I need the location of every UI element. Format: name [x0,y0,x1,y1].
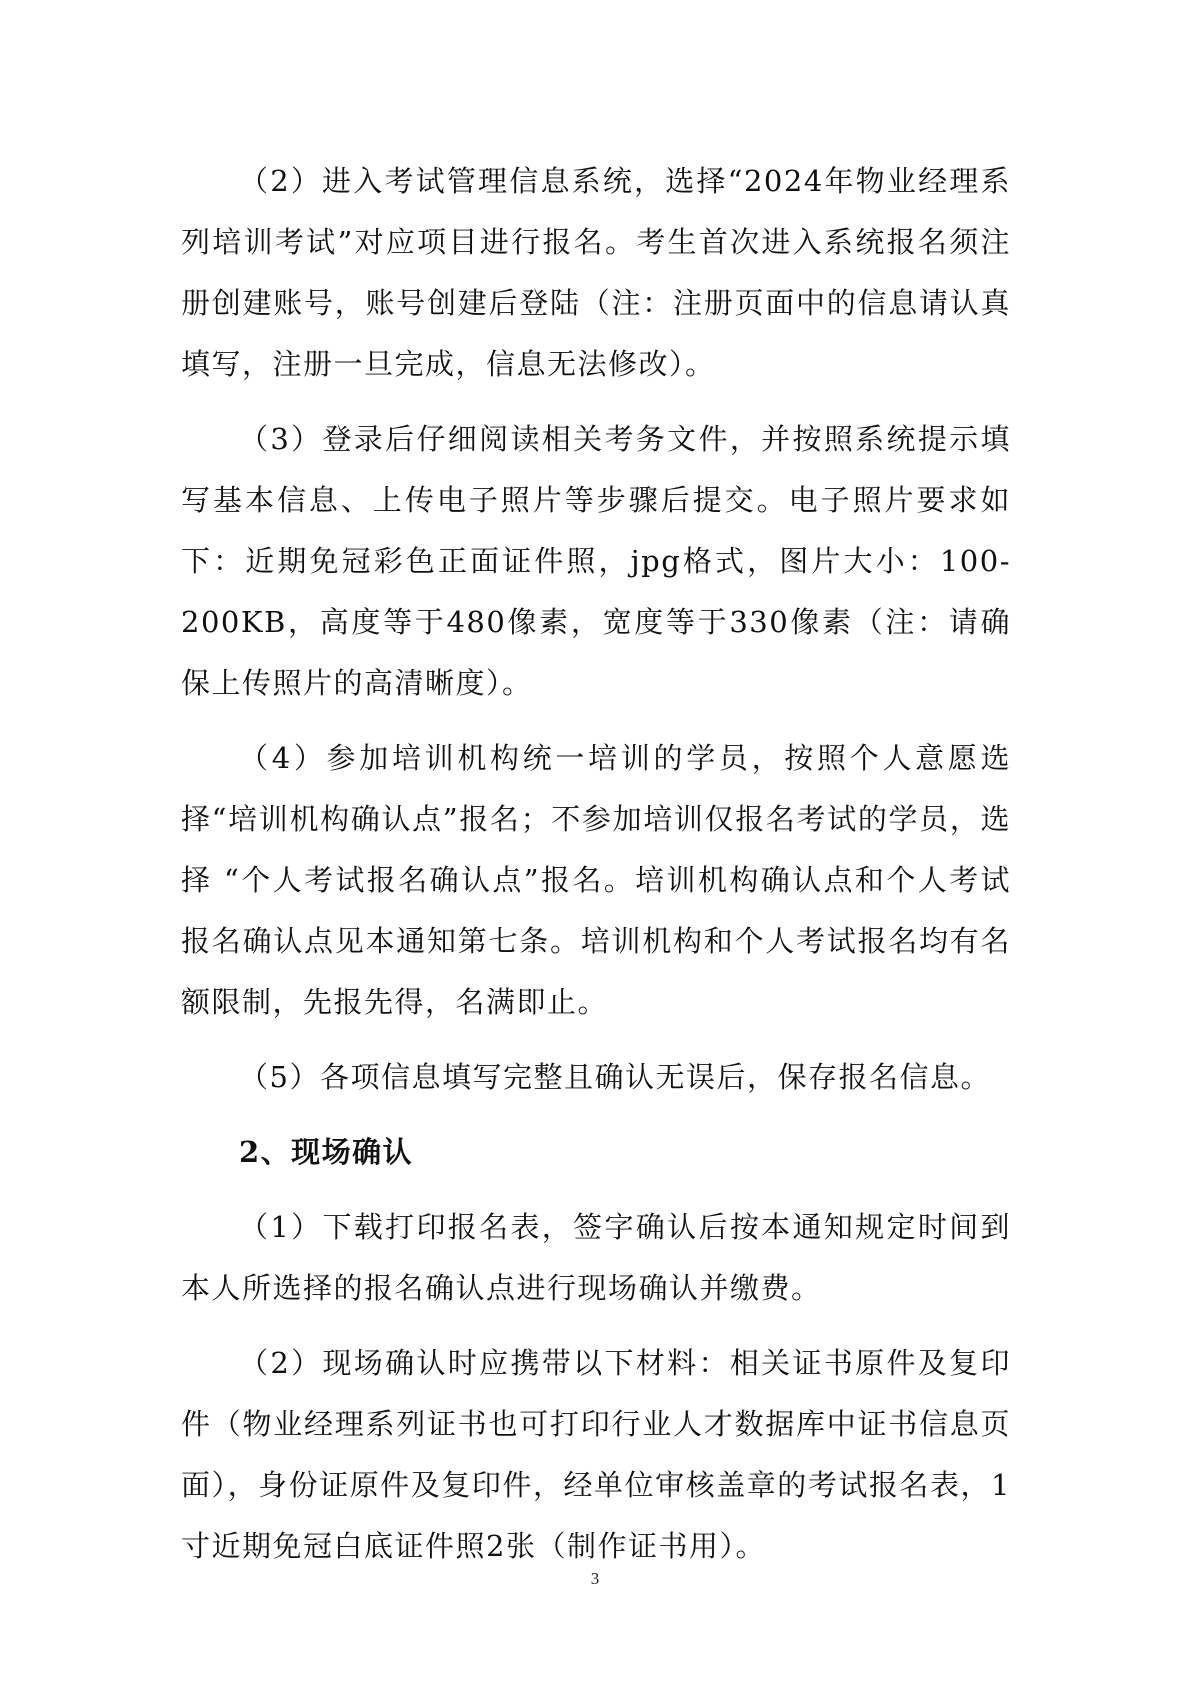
paragraph-onsite-step-1: （1）下载打印报名表，签字确认后按本通知规定时间到本人所选择的报名确认点进行现场确认并缴费。 [181,1210,1011,1305]
section-heading-onsite-confirmation: 2、现场确认 [239,1135,414,1169]
paragraph-online-registration-step-2: （2）进入考试管理信息系统，选择“2024年物业经理系列培训考试”对应项目进行报名。考生首次进入系统报名须注册创建账号，账号创建后登陆（注：注册页面中的信息请认真填写，注册一旦完成，信息无法修改）。 [181,164,1011,381]
paragraph-online-registration-step-5: （5）各项信息填写完整且确认无误后，保存报名信息。 [239,1060,991,1094]
page-number: 3 [590,1569,600,1588]
paragraph-online-registration-step-4: （4）参加培训机构统一培训的学员，按照个人意愿选择“培训机构确认点”报名；不参加培训仅报名考试的学员，选择 “个人考试报名确认点”报名。培训机构确认点和个人考试报名确认点见本通知第七条。培训机构和个人考试报名均有名额限制，先报先得，名满即止。 [181,741,1011,1019]
paragraph-online-registration-step-3: （3）登录后仔细阅读相关考务文件，并按照系统提示填写基本信息、上传电子照片等步骤后提交。电子照片要求如下：近期免冠彩色正面证件照，jpg格式，图片大小：100-200KB，高度等于480像素，宽度等于330像素（注：请确保上传照片的高清晰度）。 [181,422,1011,700]
document-body [181,151,1011,1591]
paragraph-onsite-step-2: （2）现场确认时应携带以下材料：相关证书原件及复印件（物业经理系列证书也可打印行业人才数据库中证书信息页面），身份证原件及复印件，经单位审核盖章的考试报名表，1寸近期免冠白底证件照2张（制作证书用）。 [181,1346,1011,1563]
